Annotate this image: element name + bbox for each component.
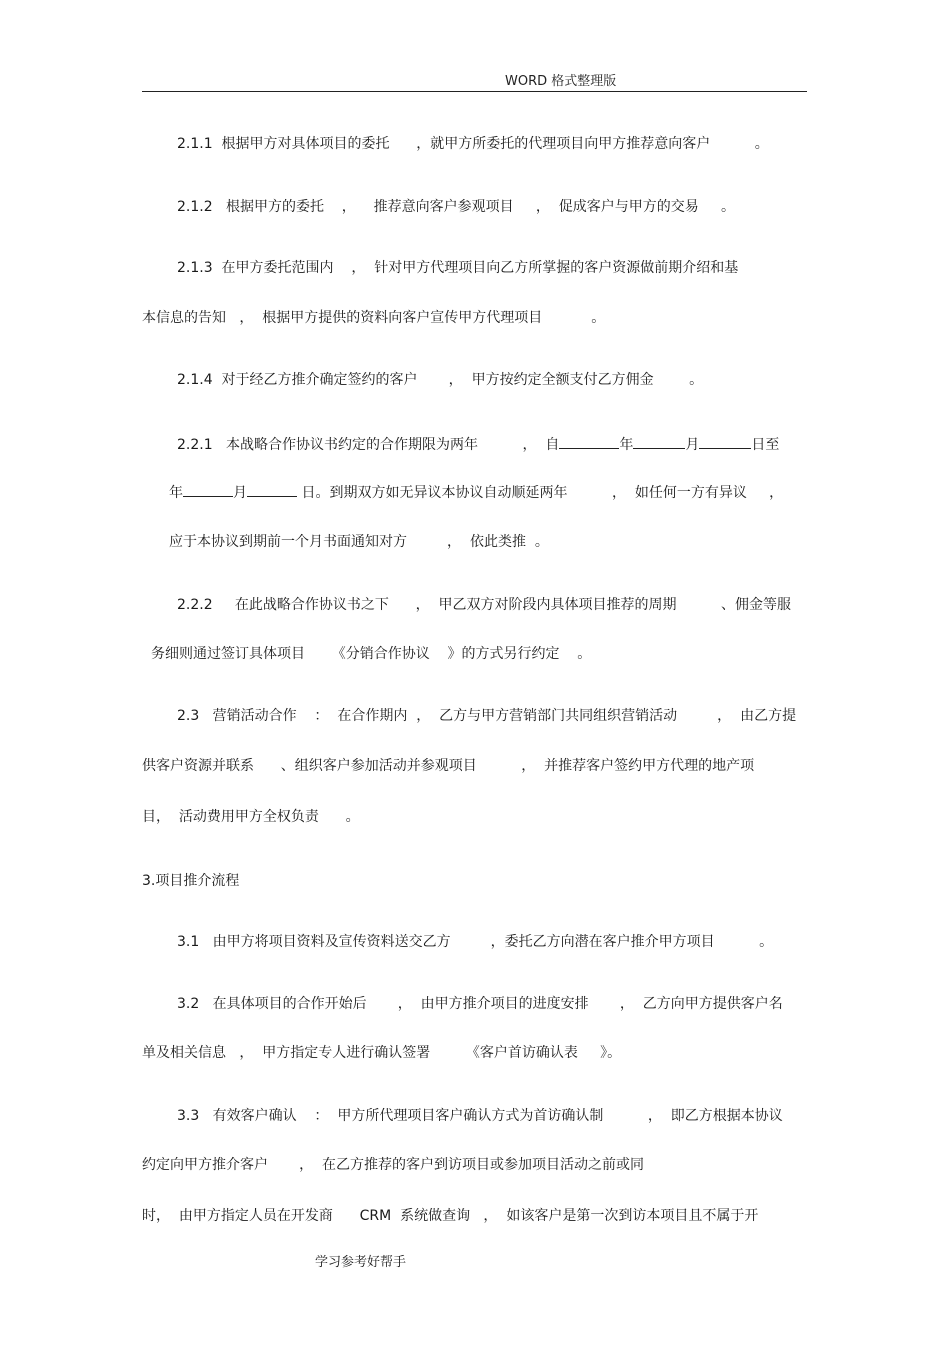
end-month-blank: [247, 482, 297, 497]
clause-3-2-line2: 单及相关信息 ， 甲方指定专人进行确认签署 《客户首访确认表 》。: [142, 1045, 622, 1061]
month-blank: [633, 434, 685, 449]
header-divider: [142, 91, 807, 92]
clause-3-3-line3: 时， 由甲方指定人员在开发商 CRM 系统做查询 ， 如该客户是第一次到访本项目且不属于开: [142, 1208, 759, 1224]
end-day-text: 日。到期双方如无异议本协议自动顺延两年 ， 如任何一方有异议 ，: [297, 485, 784, 501]
clause-2-2-2-line2: 务细则通过签订具体项目 《分销合作协议 》的方式另行约定 。: [151, 646, 592, 662]
clause-3-3-line2: 约定向甲方推介客户 ， 在乙方推荐的客户到访项目或参加项目活动之前或同: [142, 1157, 645, 1173]
page-footer: 学习参考好帮手: [315, 1255, 407, 1270]
clause-2-3-line1: 2.3 营销活动合作 ： 在合作期内 ， 乙方与甲方营销部门共同组织营销活动 ， 由乙方提: [177, 708, 797, 724]
year-label: 年: [619, 437, 634, 453]
day-blank: [699, 434, 751, 449]
section-3-heading: 3.项目推介流程: [142, 873, 240, 889]
year-blank: [559, 434, 619, 449]
clause-2-2-1-line2: [169, 482, 783, 502]
clause-2-2-1-line3: 应于本协议到期前一个月书面通知对方 ， 依此类推 。: [169, 534, 549, 550]
month-label: 月: [685, 437, 700, 453]
end-year-label: 年: [169, 485, 183, 501]
page-header-title: WORD 格式整理版: [505, 74, 617, 89]
day-to-label: 日至: [751, 437, 780, 453]
clause-3-2-line1: 3.2 在具体项目的合作开始后 ， 由甲方推介项目的进度安排 ， 乙方向甲方提供客户名: [177, 996, 783, 1012]
end-year-blank: [183, 482, 233, 497]
clause-2-2-1-line1: [177, 434, 779, 454]
clause-2-1-3-line1: 2.1.3 在甲方委托范围内 ， 针对甲方代理项目向乙方所掌握的客户资源做前期介绍和基: [177, 260, 739, 276]
clause-3-1: 3.1 由甲方将项目资料及宣传资料送交乙方 ，委托乙方向潜在客户推介甲方项目 。: [177, 934, 774, 950]
clause-2-3-line3: 目， 活动费用甲方全权负责 。: [142, 809, 360, 825]
clause-2-1-2: 2.1.2 根据甲方的委托 ， 推荐意向客户参观项目 ， 促成客户与甲方的交易 。: [177, 199, 735, 215]
clause-2-3-line2: 供客户资源并联系 、组织客户参加活动并参观项目 ， 并推荐客户签约甲方代理的地产项: [142, 758, 755, 774]
clause-3-3-line1: 3.3 有效客户确认 ： 甲方所代理项目客户确认方式为首访确认制 ， 即乙方根据本协议: [177, 1108, 783, 1124]
clause-2-2-1-text: 2.2.1 本战略合作协议书约定的合作期限为两年 ， 自: [177, 437, 560, 453]
clause-2-1-1: 2.1.1 根据甲方对具体项目的委托 ，就甲方所委托的代理项目向甲方推荐意向客户 。: [177, 136, 769, 152]
end-month-label: 月: [233, 485, 247, 501]
clause-2-1-4: 2.1.4 对于经乙方推介确定签约的客户 ， 甲方按约定全额支付乙方佣金 。: [177, 372, 704, 388]
clause-2-2-2-line1: 2.2.2 在此战略合作协议书之下 ， 甲乙双方对阶段内具体项目推荐的周期 、佣金等服: [177, 597, 791, 613]
clause-2-1-3-line2: 本信息的告知 ， 根据甲方提供的资料向客户宣传甲方代理项目 。: [142, 310, 606, 326]
